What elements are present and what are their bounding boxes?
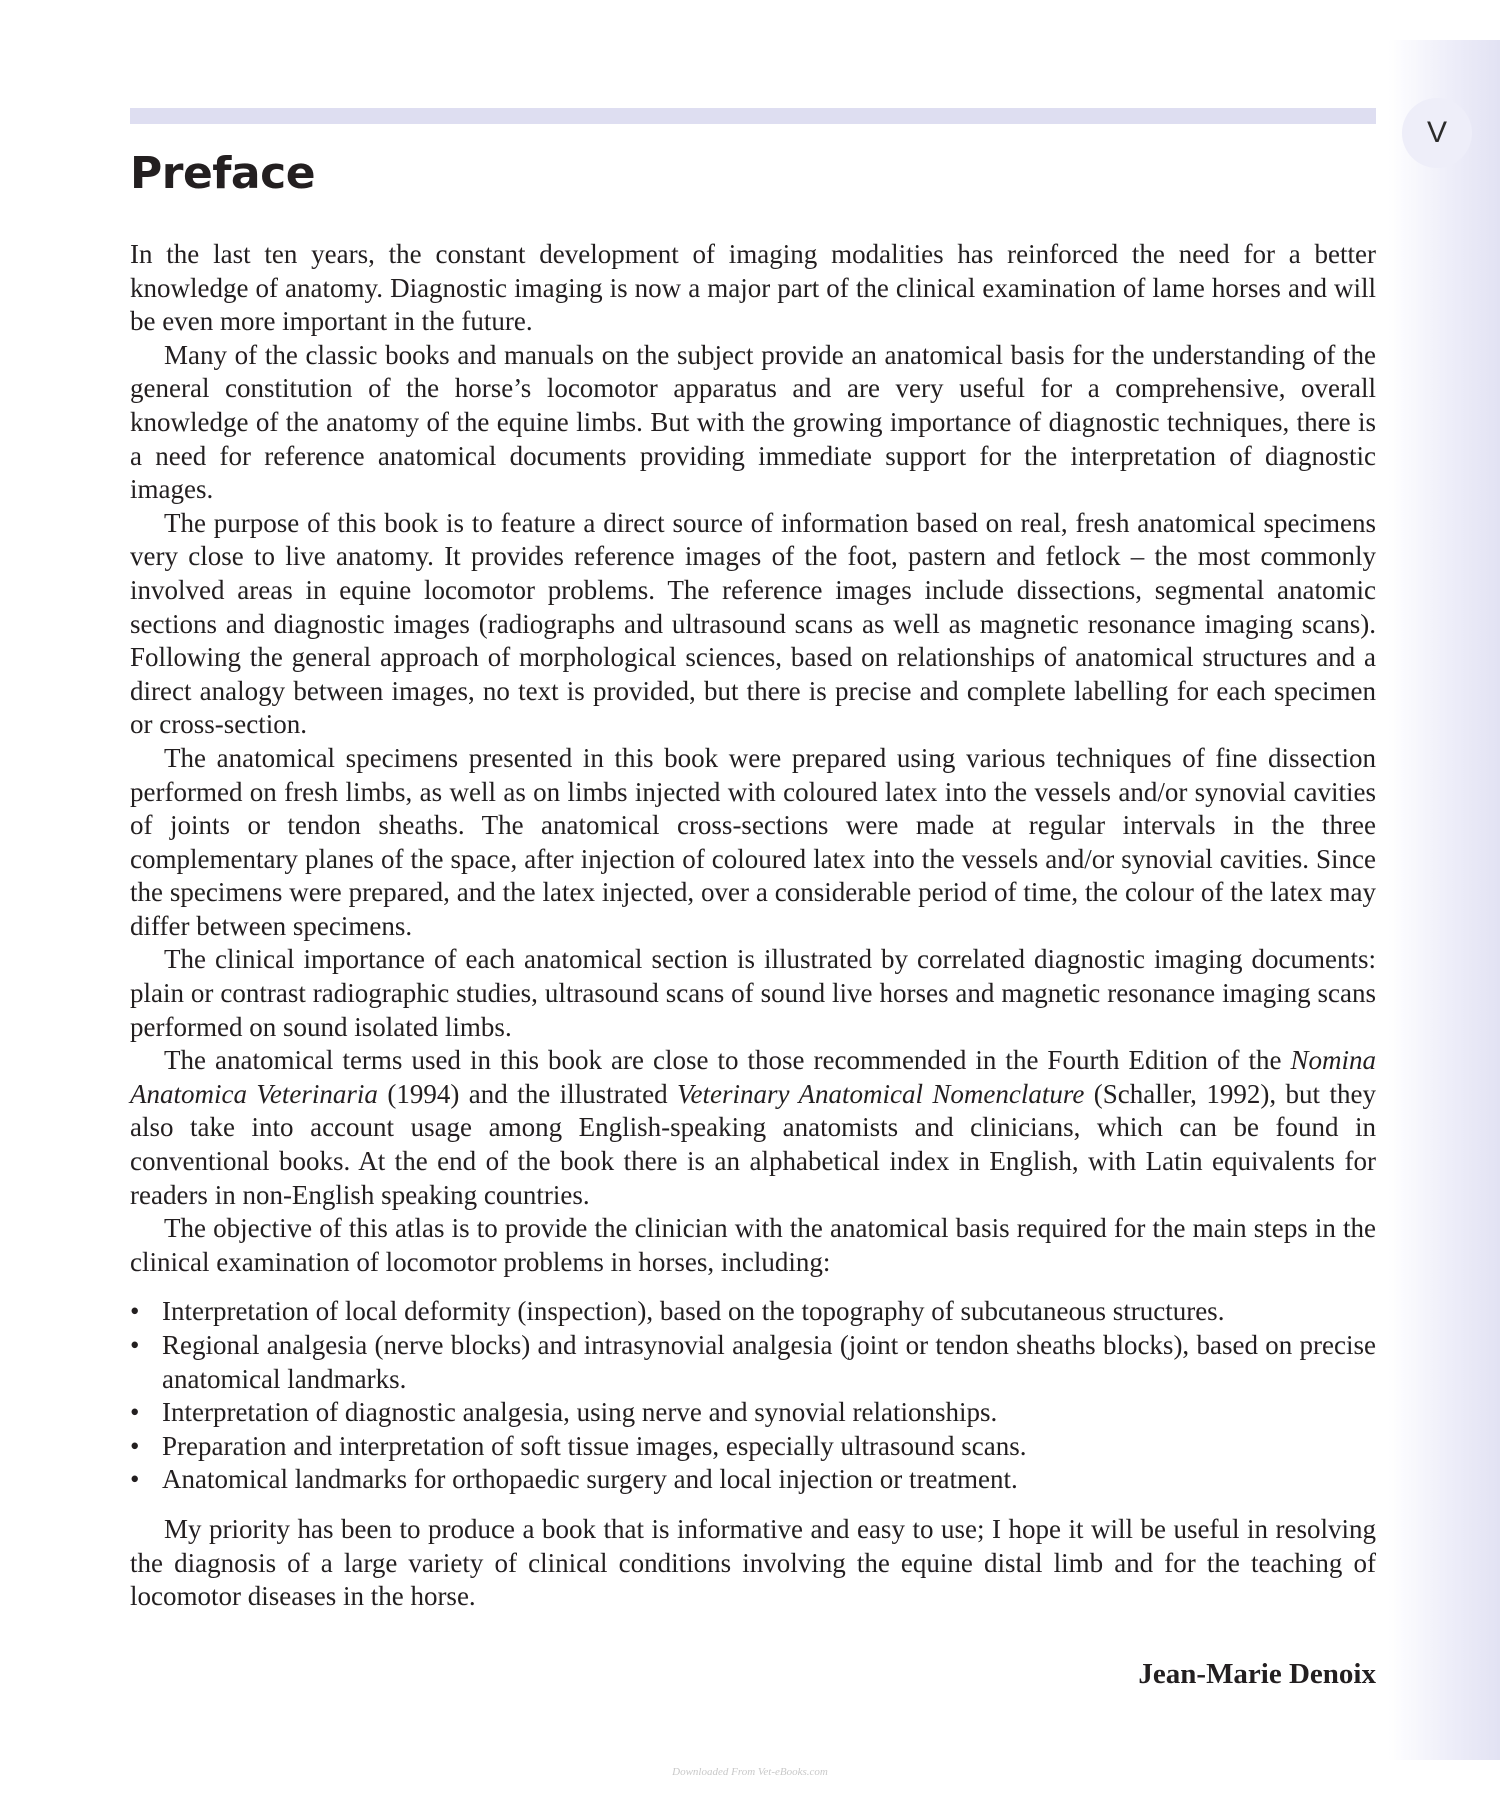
page-title: Preface [130, 148, 316, 199]
paragraph-8: My priority has been to produce a book that is informative and easy to use; I hope it will be useful in resolving the diagnosis of a large variety of clinical conditions involving the equine distal limb and for the teaching of locomotor diseases in the horse. [130, 1513, 1376, 1612]
list-item-text: Anatomical landmarks for orthopaedic surgery and local injection or treatment. [162, 1464, 1018, 1495]
bullet-icon: • [130, 1464, 140, 1495]
paragraph-6-part-a: The anatomical terms used in this book are close to those recommended in the Fourth Edition of the [164, 1045, 1291, 1076]
paragraph-6-part-c: (1994) and the illustrated [377, 1078, 678, 1109]
nomenclature-title: Veterinary Anatomical Nomenclature [677, 1078, 1085, 1109]
side-margin-strip [1388, 40, 1500, 1760]
nomina-anatomica-title: Nomina Anatomica Veterinaria [130, 1045, 1376, 1109]
author-signature: Jean-Marie Denoix [1138, 1657, 1376, 1690]
paragraph-6 [130, 1044, 1376, 1212]
bullet-icon: • [130, 1296, 140, 1327]
paragraph-5: The clinical importance of each anatomical section is illustrated by correlated diagnostic imaging documents: plain or contrast radiographic studies, ultrasound scans of sound live horses and magnetic resonance imaging scans performed on sound isolated limbs. [130, 944, 1376, 1042]
preface-body [130, 238, 1376, 1691]
bullet-icon: • [130, 1330, 140, 1360]
paragraph-3: The purpose of this book is to feature a direct source of information based on real, fresh anatomical specimens very close to live anatomy. It provides reference images of the foot, pastern and fetlock – the most commonly involved areas in equine locomotor problems. The reference images include dissections, segmental anatomic sections and diagnostic images (radiographs and ultrasound scans as well as magnetic resonance imaging scans). Following the general approach of morphological sciences, based on relationships of anatomical structures and a direct analogy between images, no text is provided, but there is precise and complete labelling for each specimen or cross-section. [130, 507, 1376, 740]
list-item [130, 1430, 1376, 1464]
list-item [130, 1396, 1376, 1430]
list-item [130, 1329, 1376, 1396]
header-bar [130, 108, 1376, 124]
list-item-text: Preparation and interpretation of soft tissue images, especially ultrasound scans. [162, 1430, 1027, 1461]
list-item-text: Interpretation of diagnostic analgesia, using nerve and synovial relationships. [162, 1397, 998, 1428]
paragraph-6-part-e: (Schaller, 1992), but they also take into account usage among English-speaking anatomists and clinicians, which can be found in conventional books. At the end of the book there is an alphabetical index in English, with Latin equivalents for readers in non-English speaking countries. [130, 1078, 1376, 1210]
paragraph-7: The objective of this atlas is to provide the clinician with the anatomical basis required for the main steps in the clinical examination of locomotor problems in horses, including: [130, 1213, 1376, 1277]
bullet-icon: • [130, 1430, 140, 1461]
page-number-badge: V [1402, 98, 1472, 168]
list-item-text: Interpretation of local deformity (inspection), based on the topography of subcutaneous structures. [162, 1296, 1225, 1327]
bullet-icon: • [130, 1397, 140, 1428]
paragraph-4: The anatomical specimens presented in this book were prepared using various techniques of fine dissection performed on fresh limbs, as well as on limbs injected with coloured latex into the vessels and/or synovial cavities of joints or tendon sheaths. The anatomical cross-sections were made at regular intervals in the three complementary planes of the space, after injection of coloured latex into the vessels and/or synovial cavities. Since the specimens were prepared, and the latex injected, over a considerable period of time, the colour of the latex may differ between specimens. [130, 742, 1376, 941]
list-item [130, 1295, 1376, 1329]
examination-steps-list [130, 1295, 1376, 1497]
paragraph-2: Many of the classic books and manuals on the subject provide an anatomical basis for the understanding of the general constitution of the horse’s locomotor apparatus and are very useful for a comprehensive, overall knowledge of the anatomy of the equine limbs. But with the growing importance of diagnostic techniques, there is a need for reference anatomical documents providing immediate support for the interpretation of diagnostic images. [130, 339, 1376, 505]
download-footer: Downloaded From Vet-eBooks.com [672, 1766, 828, 1778]
list-item-text: Regional analgesia (nerve blocks) and intrasynovial analgesia (joint or tendon sheaths blocks), based on precise anatomical landmarks. [162, 1330, 1376, 1394]
list-item [130, 1463, 1376, 1497]
paragraph-1: In the last ten years, the constant development of imaging modalities has reinforced the need for a better knowledge of anatomy. Diagnostic imaging is now a major part of the clinical examination of lame horses and will be even more important in the future. [130, 239, 1376, 337]
